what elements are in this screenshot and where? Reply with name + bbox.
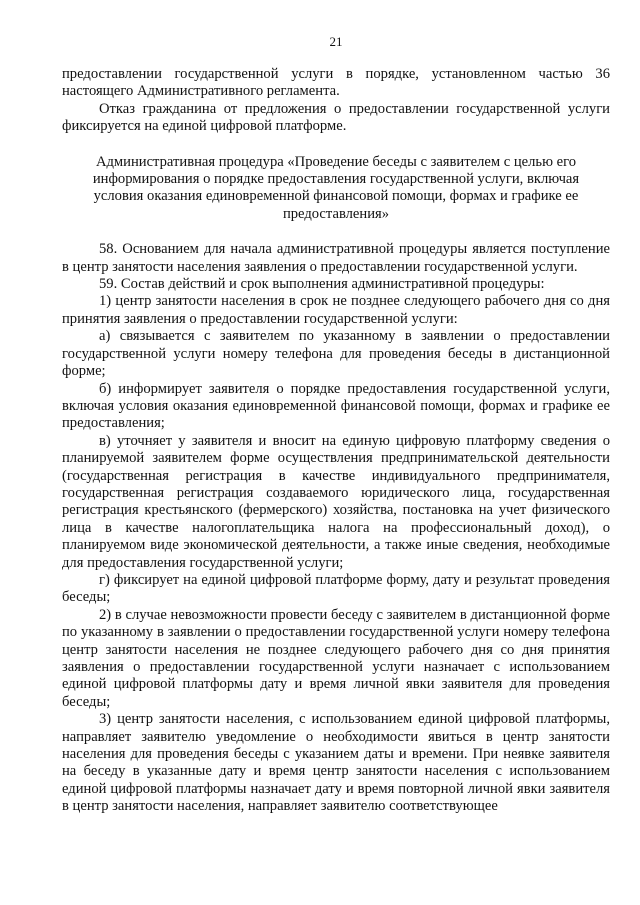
- subclause-1: 1) центр занятости населения в срок не позднее следующего рабочего дня со дня принятия заявления о предоставлении государственной услуги:: [62, 293, 610, 327]
- clause-59: 59. Состав действий и срок выполнения административной процедуры:: [99, 276, 545, 293]
- document-body: [62, 66, 610, 816]
- subclause-2: 2) в случае невозможности провести беседу с заявителем в дистанционной форме по указанному в заявлении о предоставлении государственной услуги номеру телефона центр занятости населения не позднее следующего рабочего дня со дня принятия заявления о предоставлении государственной услуги назначает с использованием единой цифровой платформы дату и время личной явки заявителя для проведения беседы;: [62, 606, 610, 710]
- subclause-3: 3) центр занятости населения, с использованием единой цифровой платформы, направляет заявителю уведомление о необходимости явиться в центр занятости населения для проведения беседы с указанием даты и времени. При неявке заявителя на беседу в указанные дату и время центр занятости населения с использованием единой цифровой платформы назначает дату и время повторной личной явки заявителя в центр занятости населения, направляет заявителю соответствующее: [62, 711, 610, 815]
- page-number: 21: [329, 34, 343, 49]
- section-heading: Административная процедура «Проведение беседы с заявителем с целью его информирования о порядке предоставления государственной услуги, включая условия оказания единовременной финансовой помощи, формах и графике ее предоставления»: [92, 153, 580, 222]
- subclause-1v: в) уточняет у заявителя и вносит на единую цифровую платформу сведения о планируемой заявителем форме осуществления предпринимательской деятельности (государственная регистрация в качестве индивидуального предпринимателя, государственная регистрация создаваемого юридического лица, государственная регистрация крестьянского (фермерского) хозяйства, постановка на учет физического лица в качестве налогоплательщика налога на профессиональный доход), о планируемом виде экономической деятельности, а также иные сведения, необходимые для предоставления государственной услуги;: [62, 432, 610, 571]
- subclause-1b: б) информирует заявителя о порядке предоставления государственной услуги, включая условия оказания единовременной финансовой помощи, формах и графике ее предоставления;: [62, 380, 610, 432]
- paragraph-continuation: предоставлении государственной услуги в порядке, установленном частью 36 настоящего Административного регламента.: [62, 66, 610, 100]
- subclause-1g: г) фиксирует на единой цифровой платформе форму, дату и результат проведения беседы;: [62, 571, 610, 606]
- subclause-1a: а) связывается с заявителем по указанному в заявлении о предоставлении государственной услуги номеру телефона для проведения беседы в дистанционной форме;: [62, 328, 610, 380]
- clause-58: 58. Основанием для начала административной процедуры является поступление в центр занятости населения заявления о предоставлении государственной услуги.: [62, 241, 610, 275]
- paragraph-refusal: Отказ гражданина от предложения о предоставлении государственной услуги фиксируется на единой цифровой платформе.: [62, 100, 610, 135]
